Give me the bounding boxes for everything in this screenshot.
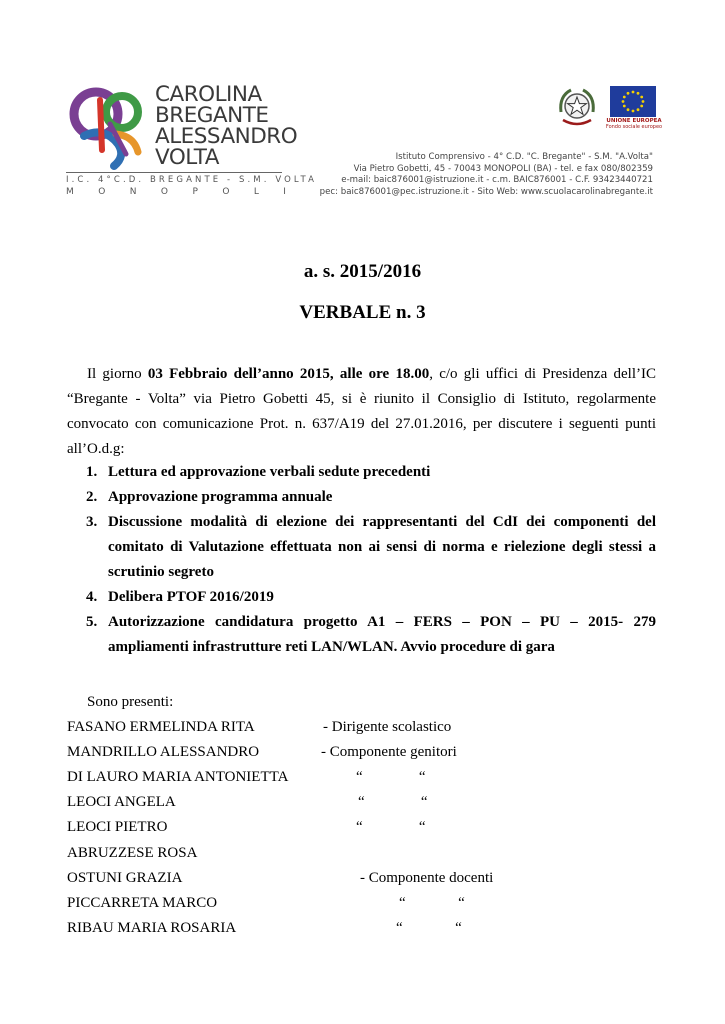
present-row	[67, 845, 197, 862]
member-name: RIBAU MARIA ROSARIA	[67, 920, 237, 936]
logo-city	[66, 187, 286, 197]
member-role: - Componente genitori	[321, 744, 457, 760]
school-name-line: BREGANTE	[155, 103, 269, 128]
eu-caption-subtitle: Fondo sociale europeo	[605, 124, 663, 130]
city-letter: L	[253, 187, 259, 197]
present-row	[67, 719, 452, 736]
member-name: OSTUNI GRAZIA	[67, 870, 183, 886]
city-letter: P	[192, 187, 198, 197]
agenda-text: Lettura ed approvazione verbali sedute precedenti	[108, 464, 431, 480]
agenda-item	[67, 510, 656, 585]
intro-text: , c/o gli uffici di Presidenza dell’IC “Bregante - Volta” via Pietro Gobetti 45, si è riunito il Consiglio di Istituto, regolarmente convocato con comunicazione Prot. n. 637/A19 del 27.01.2016, per discutere i seguenti punti all’O.d.g:	[67, 366, 656, 457]
city-letter: O	[160, 187, 168, 197]
school-year-title: a. s. 2015/2016	[303, 261, 422, 282]
italian-republic-emblem-icon	[557, 86, 597, 128]
eu-caption	[604, 118, 664, 130]
agenda-number: 1.	[86, 464, 98, 480]
school-name-line: ALESSANDRO	[155, 124, 298, 149]
present-row	[67, 769, 426, 786]
agenda-item	[67, 460, 656, 485]
city-letter: M	[66, 187, 74, 197]
city-letter: O	[222, 187, 230, 197]
agenda-list	[67, 460, 656, 660]
member-name: MANDRILLO ALESSANDRO	[67, 744, 260, 760]
logo-subline: I.C. 4°C.D. BREGANTE - S.M. VOLTA	[66, 175, 318, 185]
contact-line: pec: baic876001@pec.istruzione.it - Sito Web: www.scuolacarolinabregante.it	[319, 186, 653, 197]
eu-flag-icon	[610, 86, 656, 117]
agenda-text: Discussione modalità di elezione dei rappresentanti del CdI dei componenti del comitato di Valutazione effettuata non ai sensi di norma e rielezione degli stessi a scrutinio segreto	[108, 514, 656, 580]
contact-line: Istituto Comprensivo - 4° C.D. "C. Bregante" - S.M. "A.Volta"	[395, 152, 653, 162]
agenda-number: 2.	[86, 489, 98, 505]
agenda-number: 5.	[86, 614, 98, 630]
member-name: FASANO ERMELINDA RITA	[67, 719, 255, 735]
agenda-number: 4.	[86, 589, 98, 605]
present-row	[67, 794, 428, 811]
verbale-title: VERBALE n. 3	[299, 302, 426, 323]
present-row	[67, 819, 426, 836]
intro-text: Il giorno	[87, 366, 148, 382]
contact-line: Via Pietro Gobetti, 45 - 70043 MONOPOLI (BA) - tel. e fax 080/802359	[353, 163, 653, 174]
member-name: PICCARRETA MARCO	[67, 895, 218, 911]
present-heading: Sono presenti:	[87, 694, 174, 710]
intro-date: 03 Febbraio dell’anno 2015, alle ore 18.00	[147, 366, 430, 382]
agenda-text: Autorizzazione candidatura progetto A1 – FERS – PON – PU – 2015- 279 ampliamenti infrastrutture reti LAN/WLAN. Avvio procedure di gara	[108, 614, 656, 655]
member-role: “ “	[396, 920, 462, 936]
present-row	[67, 744, 457, 761]
agenda-text: Approvazione programma annuale	[108, 489, 333, 505]
eu-caption-title: UNIONE EUROPEA	[606, 118, 662, 124]
member-name: LEOCI PIETRO	[67, 819, 168, 835]
city-letter: O	[98, 187, 106, 197]
agenda-item	[67, 585, 656, 610]
agenda-item	[67, 610, 656, 660]
school-name-line: CAROLINA	[155, 82, 262, 107]
school-contact-info	[320, 152, 653, 198]
city-letter: I	[283, 187, 286, 197]
member-role: “ “	[356, 819, 426, 835]
member-role: “ “	[358, 794, 428, 810]
present-row	[67, 895, 465, 912]
present-row	[67, 870, 494, 887]
member-role: - Componente docenti	[360, 870, 494, 886]
member-name: ABRUZZESE ROSA	[67, 845, 198, 861]
agenda-item	[67, 485, 656, 510]
city-letter: N	[129, 187, 137, 197]
school-logo-mark	[66, 86, 150, 170]
school-name-line: VOLTA	[155, 145, 219, 170]
agenda-text: Delibera PTOF 2016/2019	[108, 589, 274, 605]
agenda-number: 3.	[86, 514, 98, 530]
present-row	[67, 920, 462, 937]
intro-paragraph	[67, 362, 656, 462]
member-role: - Dirigente scolastico	[323, 719, 452, 735]
member-role: “ “	[399, 895, 465, 911]
contact-line: e-mail: baic876001@istruzione.it - c.m. BAIC876001 - C.F. 93423440721	[341, 175, 653, 185]
member-name: LEOCI ANGELA	[67, 794, 176, 810]
school-name	[155, 84, 297, 168]
member-role: “ “	[356, 769, 426, 785]
logo-divider	[66, 172, 282, 173]
member-name: DI LAURO MARIA ANTONIETTA	[67, 769, 289, 785]
